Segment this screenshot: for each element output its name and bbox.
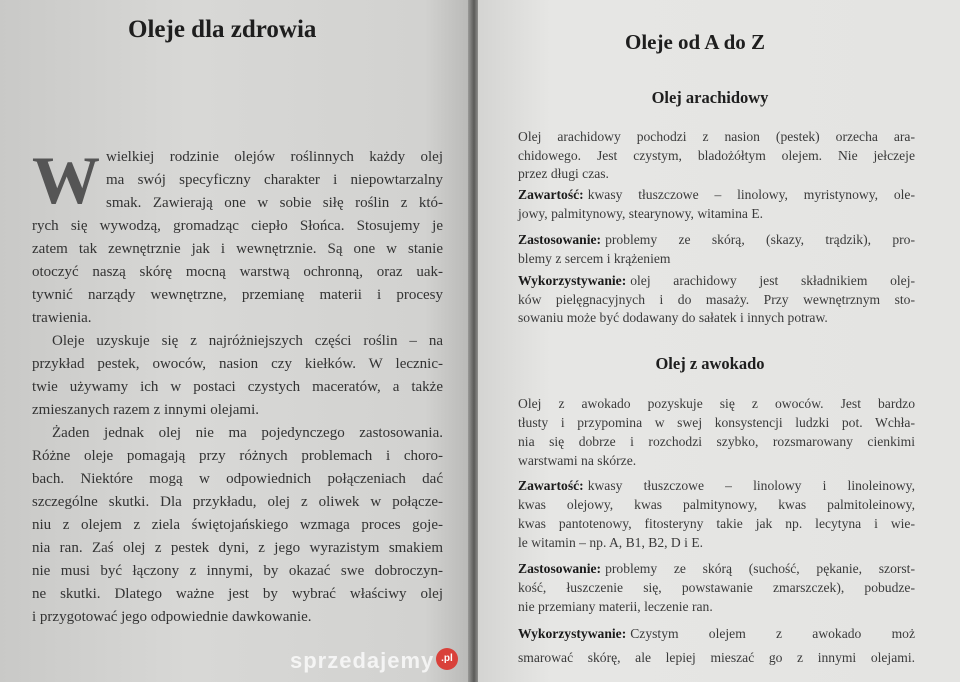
line-text: chidowego. Jest czystym, bladożółtym olejem. Nie jełczeje xyxy=(518,147,915,163)
line-text: jowy, palmitynowy, stearynowy, witamina E. xyxy=(518,206,764,221)
text-line xyxy=(32,494,443,511)
text-line xyxy=(32,310,443,327)
line-text: nia się dobrze i rozchodzi szybko, rozsmarowany cienkimi xyxy=(518,434,915,449)
text-line xyxy=(32,471,443,488)
text-line xyxy=(518,453,915,469)
field-label: Wykorzystywanie: xyxy=(518,626,627,641)
field-label: Zawartość: xyxy=(518,478,584,493)
text-line xyxy=(518,148,915,164)
text-line xyxy=(518,561,915,577)
line-text: trawienia. xyxy=(32,310,92,326)
line-text: kwas pantotenowy, fitosteryny takie jak np. lecytyna i wie- xyxy=(518,516,915,531)
line-text: sowaniu może być dodawany do sałatek i innych potraw. xyxy=(518,310,828,325)
text-line xyxy=(518,129,915,145)
line-text: szczególne skutki. Dla przykładu, olej z oliwek w połącze- xyxy=(32,494,443,510)
line-text: i przygotować jego odpowiednie dawkowanie. xyxy=(32,609,312,625)
field-label: Wykorzystywanie: xyxy=(518,273,627,288)
line-text: problemy ze skórą, (skazy, trądzik), pro- xyxy=(605,232,915,247)
text-line xyxy=(518,310,915,326)
text-line xyxy=(32,218,443,235)
line-text: bach. Niektóre mogą w odpowiednich połączeniach dać xyxy=(32,471,443,487)
text-line xyxy=(32,563,443,580)
text-line xyxy=(32,241,443,258)
line-text: kwasy tłuszczowe – linolowy i linoleinowy, xyxy=(587,478,915,493)
text-line xyxy=(518,650,915,666)
text-line xyxy=(32,287,443,304)
text-line xyxy=(518,273,915,289)
text-line xyxy=(518,599,915,615)
text-line xyxy=(32,402,443,419)
line-text: tłusty i przypomina w swej konsystencji ludzki pot. Wchła- xyxy=(518,415,915,430)
text-line xyxy=(32,517,443,534)
field-label: Zastosowanie: xyxy=(518,232,602,247)
line-text: tywnić narządy wewnętrzne, przemianę materii i procesy xyxy=(32,287,443,303)
text-line xyxy=(32,448,443,465)
drop-cap: W xyxy=(32,142,100,218)
line-text: Olej z awokado pozyskuje się z owoców. Jest bardzo xyxy=(518,396,915,411)
field-label: Zastosowanie: xyxy=(518,561,602,576)
section-heading: Olej z awokado xyxy=(655,354,765,373)
line-text: warstwami na skórze. xyxy=(518,453,637,468)
line-text: otoczyć naszą skórę mocną warstwą ochronną, oraz uak- xyxy=(32,264,443,280)
line-text: ma swój specyficzny charakter i niepowtarzalny xyxy=(106,172,443,188)
line-text: ków pielęgnacyjnych i do masaży. Przy wewnętrznym sto- xyxy=(518,291,915,307)
line-text: nie musi być łączony z innymi, by okazać swe dobroczyn- xyxy=(32,563,443,579)
line-text: przykład pestek, owoców, nasion czy kiełków. W lecznic- xyxy=(32,356,443,372)
text-line xyxy=(518,535,915,551)
line-text: Olej arachidowy pochodzi z nasion (pestek) orzecha ara- xyxy=(518,129,915,144)
text-line xyxy=(518,251,915,267)
line-text: ne skutki. Dlatego ważne jest by wybrać właściwy olej xyxy=(32,586,443,602)
text-line xyxy=(518,292,915,308)
text-line xyxy=(32,540,443,557)
text-line xyxy=(518,626,915,642)
line-text: przez długi czas. xyxy=(518,166,609,181)
line-text: kwas olejowy, kwas palmitynowy, kwas palmitoleinowy, xyxy=(518,497,915,512)
line-text: niu z olejem z ziela świętojańskiego wzmaga proces goje- xyxy=(32,517,443,533)
text-line xyxy=(32,379,443,396)
text-line xyxy=(518,580,915,596)
text-line xyxy=(518,434,915,450)
text-line xyxy=(518,206,915,222)
text-line xyxy=(106,195,443,212)
line-text: Żaden jednak olej nie ma pojedynczego zastosowania. xyxy=(52,425,443,441)
line-text: kość, łuszczenie się, powstawanie zmarszczek), pobudze- xyxy=(518,580,915,595)
line-text: zatem tak zewnętrznie jak i wewnętrznie. Są one w stanie xyxy=(32,241,443,257)
line-text: nia ran. Zaś olej z pestek dyni, z jego wyrazistym smakiem xyxy=(32,540,443,556)
line-text: Oleje uzyskuje się z najróżniejszych części roślin – na xyxy=(52,333,443,349)
text-line xyxy=(106,149,443,166)
line-text: smarować skórę, ale lepiej mieszać go z innymi olejami. xyxy=(518,650,915,665)
section-heading: Olej arachidowy xyxy=(651,88,769,107)
watermark-text: sprzedajemy xyxy=(290,648,435,673)
text-line xyxy=(32,356,443,373)
text-line xyxy=(518,516,915,532)
text-line xyxy=(52,333,443,350)
line-text: Czystym olejem z awokado moż xyxy=(630,626,915,641)
left-page-title: Oleje dla zdrowia xyxy=(128,16,317,43)
line-text: twie używamy ich w postaci czystych maceratów, a także xyxy=(32,379,443,395)
line-text: olej arachidowy jest składnikiem olej- xyxy=(630,273,915,288)
line-text: le witamin – np. A, B1, B2, D i E. xyxy=(518,535,704,550)
text-line xyxy=(518,396,915,412)
text-line xyxy=(518,166,915,182)
text-line xyxy=(32,264,443,281)
text-line xyxy=(32,586,443,603)
line-text: nie przemiany materii, leczenie ran. xyxy=(518,599,713,614)
text-line xyxy=(518,497,915,513)
text-line xyxy=(518,478,915,494)
line-text: kwasy tłuszczowe – linolowy, myristynowy, ole- xyxy=(587,187,915,202)
text-line xyxy=(32,609,443,626)
line-text: zmieszanych razem z innymi olejami. xyxy=(32,402,259,418)
line-text: Różne oleje pomagają przy różnych problemach i choro- xyxy=(32,448,443,464)
line-text: blemy z sercem i krążeniem xyxy=(518,251,671,266)
text-line xyxy=(52,425,443,442)
line-text: wielkiej rodzinie olejów roślinnych każdy olej xyxy=(106,149,443,165)
text-line xyxy=(518,232,915,248)
field-label: Zawartość: xyxy=(518,187,584,202)
line-text: rych się wywodzą, gromadząc ciepło Słońca. Stosujemy je xyxy=(32,218,443,234)
line-text: smak. Zawierają one w sobie siłę roślin z któ- xyxy=(106,195,443,211)
watermark-badge: .pl xyxy=(436,648,458,670)
text-line xyxy=(106,172,443,189)
right-page-title: Oleje od A do Z xyxy=(625,30,766,54)
text-line xyxy=(518,187,915,203)
line-text: problemy ze skórą (suchość, pękanie, szorst- xyxy=(605,561,915,576)
text-line xyxy=(518,415,915,431)
